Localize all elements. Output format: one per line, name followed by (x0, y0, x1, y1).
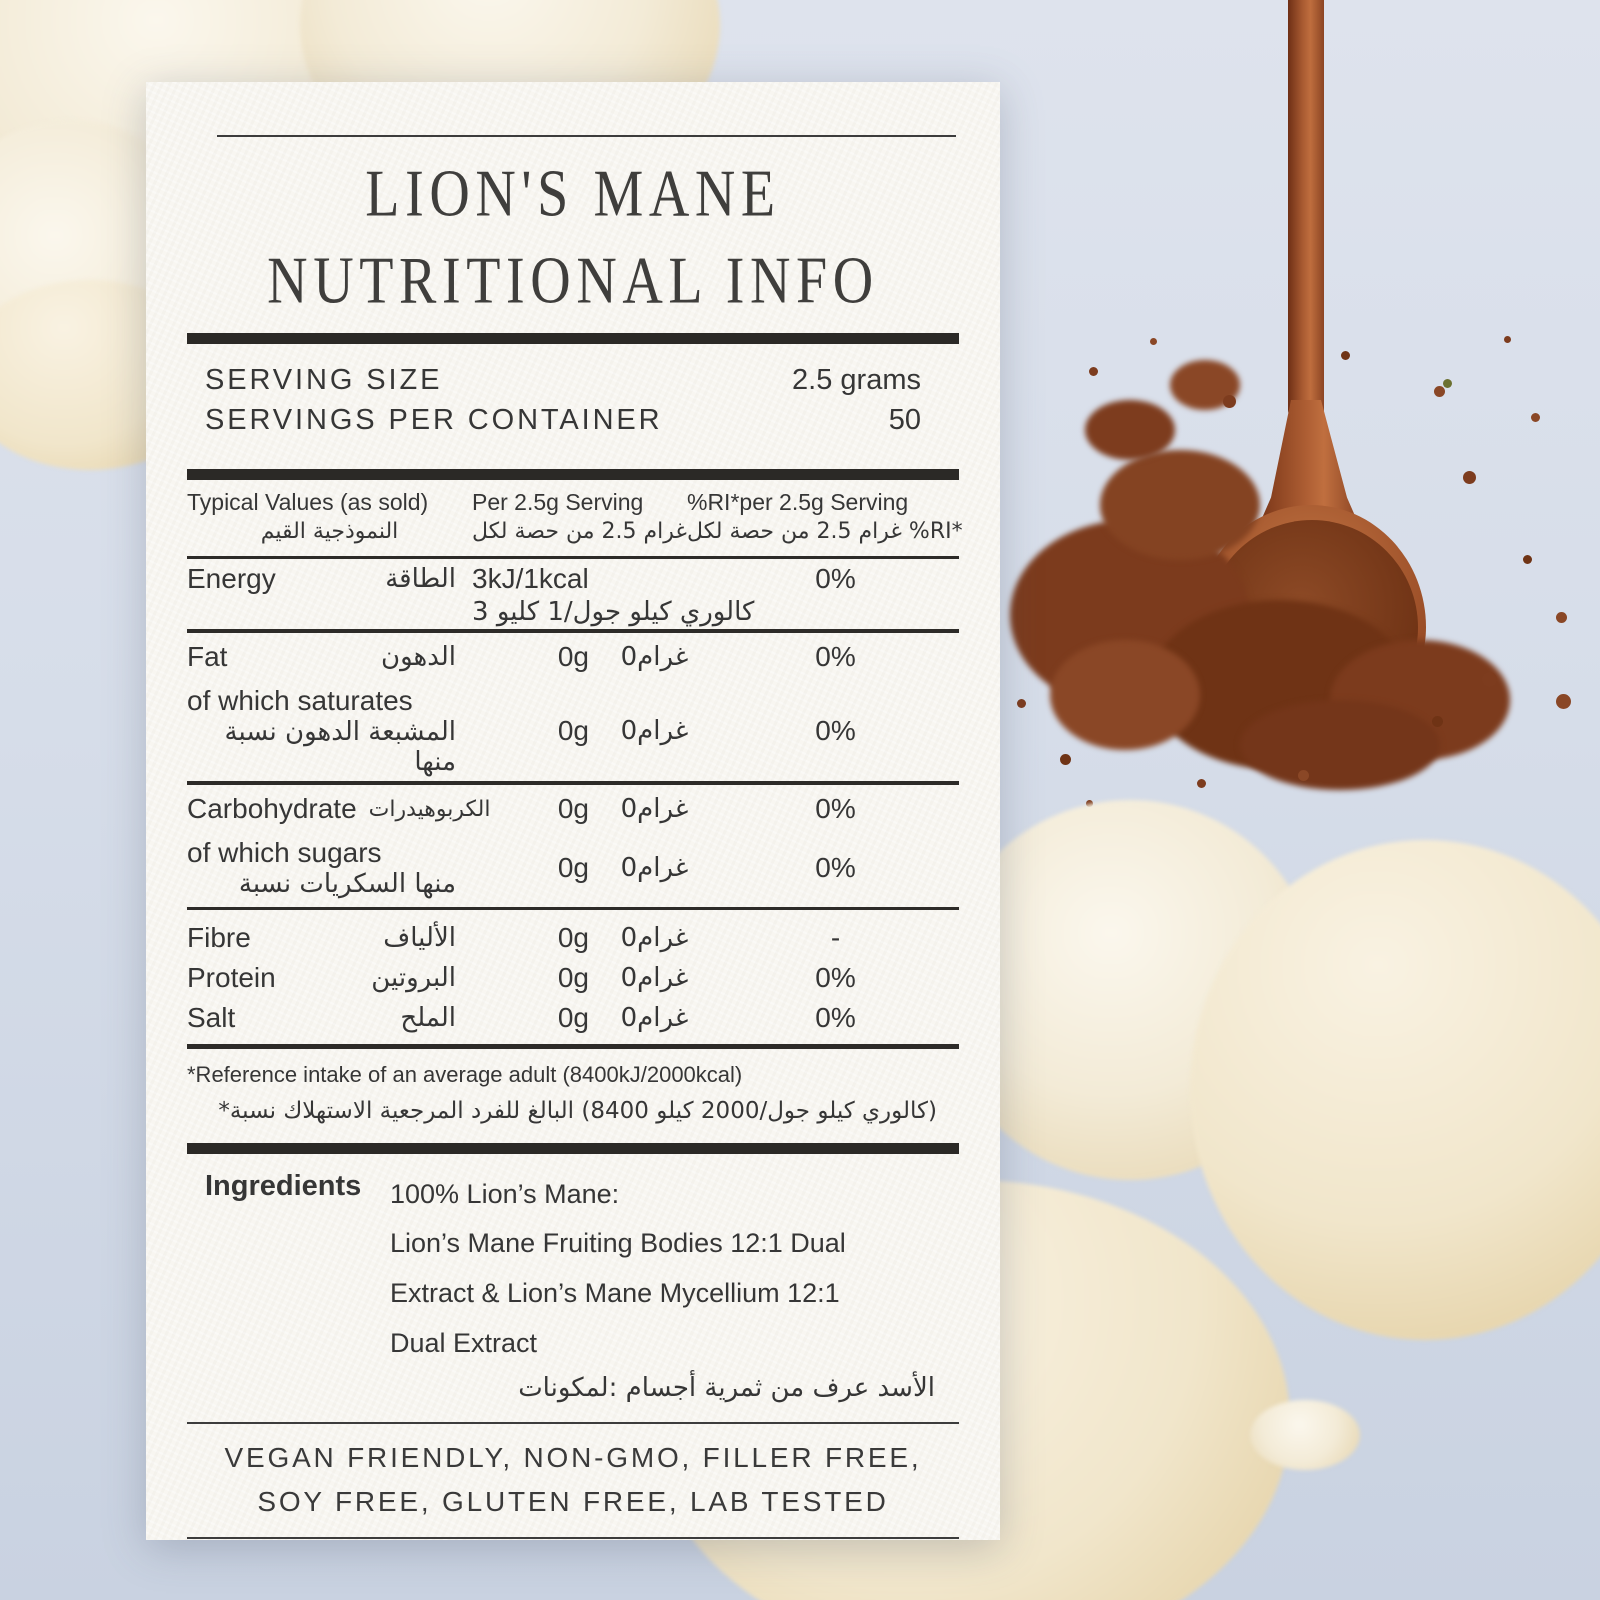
row-label-en: Protein (187, 962, 276, 994)
claims-line-2: SOY FREE, GLUTEN FREE, LAB TESTED (257, 1485, 889, 1517)
table-row-carbohydrate (187, 785, 959, 833)
mushroom-bottom-tuft (1250, 1400, 1360, 1470)
row-label-en: Carbohydrate (187, 793, 357, 825)
powder-specks (0, 0, 7, 7)
row-label-ar: الملح (400, 1003, 456, 1034)
row-grams-value: 0g (557, 793, 589, 825)
table-divider (187, 1044, 959, 1049)
ingredients-line-4: Dual Extract (390, 1328, 538, 1359)
nutrition-label-card (146, 82, 1000, 1540)
ingredients-ar: لمكونات: أجسام ثمرية من عرف الأسد (518, 1373, 935, 1404)
powder-chunk (1085, 400, 1175, 460)
row-grams-value-ar: 0غرام (620, 642, 689, 673)
table-row-fibre (187, 910, 959, 958)
row-label-ar: نسبة الدهون المشبعة منها (224, 717, 456, 778)
serving-size-label: SERVING SIZE (205, 363, 443, 396)
table-row-sugars (187, 833, 959, 903)
row-grams-value-ar: 0غرام (620, 923, 689, 954)
servings-per-container-value: 50 (888, 404, 921, 437)
row-label-en: Fat (187, 641, 228, 673)
row-label-ar: نسبة السكريات منها (238, 869, 456, 900)
row-grams-value-ar: 0غرام (620, 716, 689, 747)
row-label-en: Salt (187, 1002, 236, 1034)
page-title (187, 151, 959, 325)
row-grams-value-ar: 0غرام (620, 794, 689, 825)
row-label-en: Fibre (187, 922, 251, 954)
servings-per-container-label: SERVINGS PER CONTAINER (205, 404, 663, 437)
serving-info (187, 360, 959, 441)
table-row-saturates (187, 681, 959, 781)
table-row-salt (187, 998, 959, 1044)
row-ri-value: 0% (815, 962, 856, 994)
row-label-ar: الكربوهيدرات (368, 796, 491, 822)
footnote-en: *Reference intake of an average adult (8400kJ/2000kcal) (187, 1062, 743, 1088)
row-ri-value: 0% (815, 793, 856, 825)
serving-size-value: 2.5 grams (792, 363, 921, 396)
ingredients-line-3: Extract & Lion’s Mane Mycellium 12:1 (390, 1278, 840, 1309)
row-grams-value: 0g (557, 922, 589, 954)
row-ri-value: 0% (815, 852, 856, 884)
ingredients-line-2: Lion’s Mane Fruiting Bodies 12:1 Dual (390, 1228, 846, 1259)
reference-intake-footnote (187, 1059, 959, 1128)
powder-pile (1100, 450, 1260, 560)
top-divider (217, 135, 956, 137)
row-label-ar: الألياف (383, 923, 456, 954)
row-label-en: of which saturates (187, 685, 413, 717)
header-typical-values: Typical Values (as sold) القيم النموذجية (187, 488, 429, 544)
claims-top-divider (187, 1422, 959, 1424)
ingredients-line-1: 100% Lion’s Mane: (390, 1178, 620, 1209)
footnote-ar: *نسبة الاستهلاك المرجعية للفرد البالغ (8400 كيلو جول/2000 كيلو كالوري) (218, 1098, 937, 1125)
table-header (187, 488, 963, 546)
row-ri-value: 0% (815, 1002, 856, 1034)
powder-pile (1240, 700, 1440, 790)
row-label-ar: البروتين (371, 963, 456, 994)
serving-size-row (205, 360, 921, 401)
row-grams-value: 0g (557, 715, 589, 747)
claims-bottom-divider (187, 1537, 959, 1539)
table-row-fat (187, 633, 959, 681)
row-label-ar: الطاقة (385, 564, 456, 595)
row-grams-value-ar: 0غرام (620, 853, 689, 884)
wooden-spoon-handle (1288, 0, 1324, 420)
row-label-en: Energy (187, 563, 276, 595)
claims-line-1: VEGAN FRIENDLY, NON-GMO, FILLER FREE, (224, 1442, 922, 1474)
row-ri-value: 0% (815, 563, 856, 595)
table-row-energy (187, 559, 959, 629)
row-ri-value: 0% (815, 641, 856, 673)
row-ri-value: 0% (815, 715, 856, 747)
row-label-ar: الدهون (380, 642, 456, 673)
header-ri-per-serving: %RI*per 2.5g Serving لكل حصة من 2.5 غرام %RI* (687, 488, 963, 544)
row-ri-value: - (830, 922, 841, 954)
servings-per-container-row (205, 400, 921, 441)
energy-value-ar: 3 كليو جول/1 كيلو كالوري (472, 597, 755, 628)
header-per-serving: Per 2.5g Serving لكل حصة من 2.5 غرام (472, 488, 687, 544)
row-grams-value: 0g (557, 852, 589, 884)
row-label-en: of which sugars (187, 837, 382, 869)
thick-divider (187, 469, 959, 480)
row-grams-value: 0g (557, 962, 589, 994)
row-grams-value-ar: 0غرام (620, 963, 689, 994)
energy-value-en: 3kJ/1kcal (472, 563, 589, 595)
ingredients-text (390, 1170, 959, 1409)
powder-pile (1050, 640, 1200, 750)
product-claims (187, 1436, 959, 1523)
table-row-protein (187, 958, 959, 998)
thick-divider (187, 333, 959, 344)
ingredients-section (205, 1170, 959, 1409)
title-line-2: NUTRITIONAL INFO (267, 243, 879, 318)
row-grams-value-ar: 0غرام (620, 1003, 689, 1034)
row-grams-value: 0g (557, 1002, 589, 1034)
ingredients-label: Ingredients (205, 1169, 362, 1202)
title-line-1: LION'S MANE (365, 156, 781, 232)
row-grams-value: 0g (557, 641, 589, 673)
powder-chunk (1170, 360, 1240, 410)
thick-divider (187, 1143, 959, 1154)
